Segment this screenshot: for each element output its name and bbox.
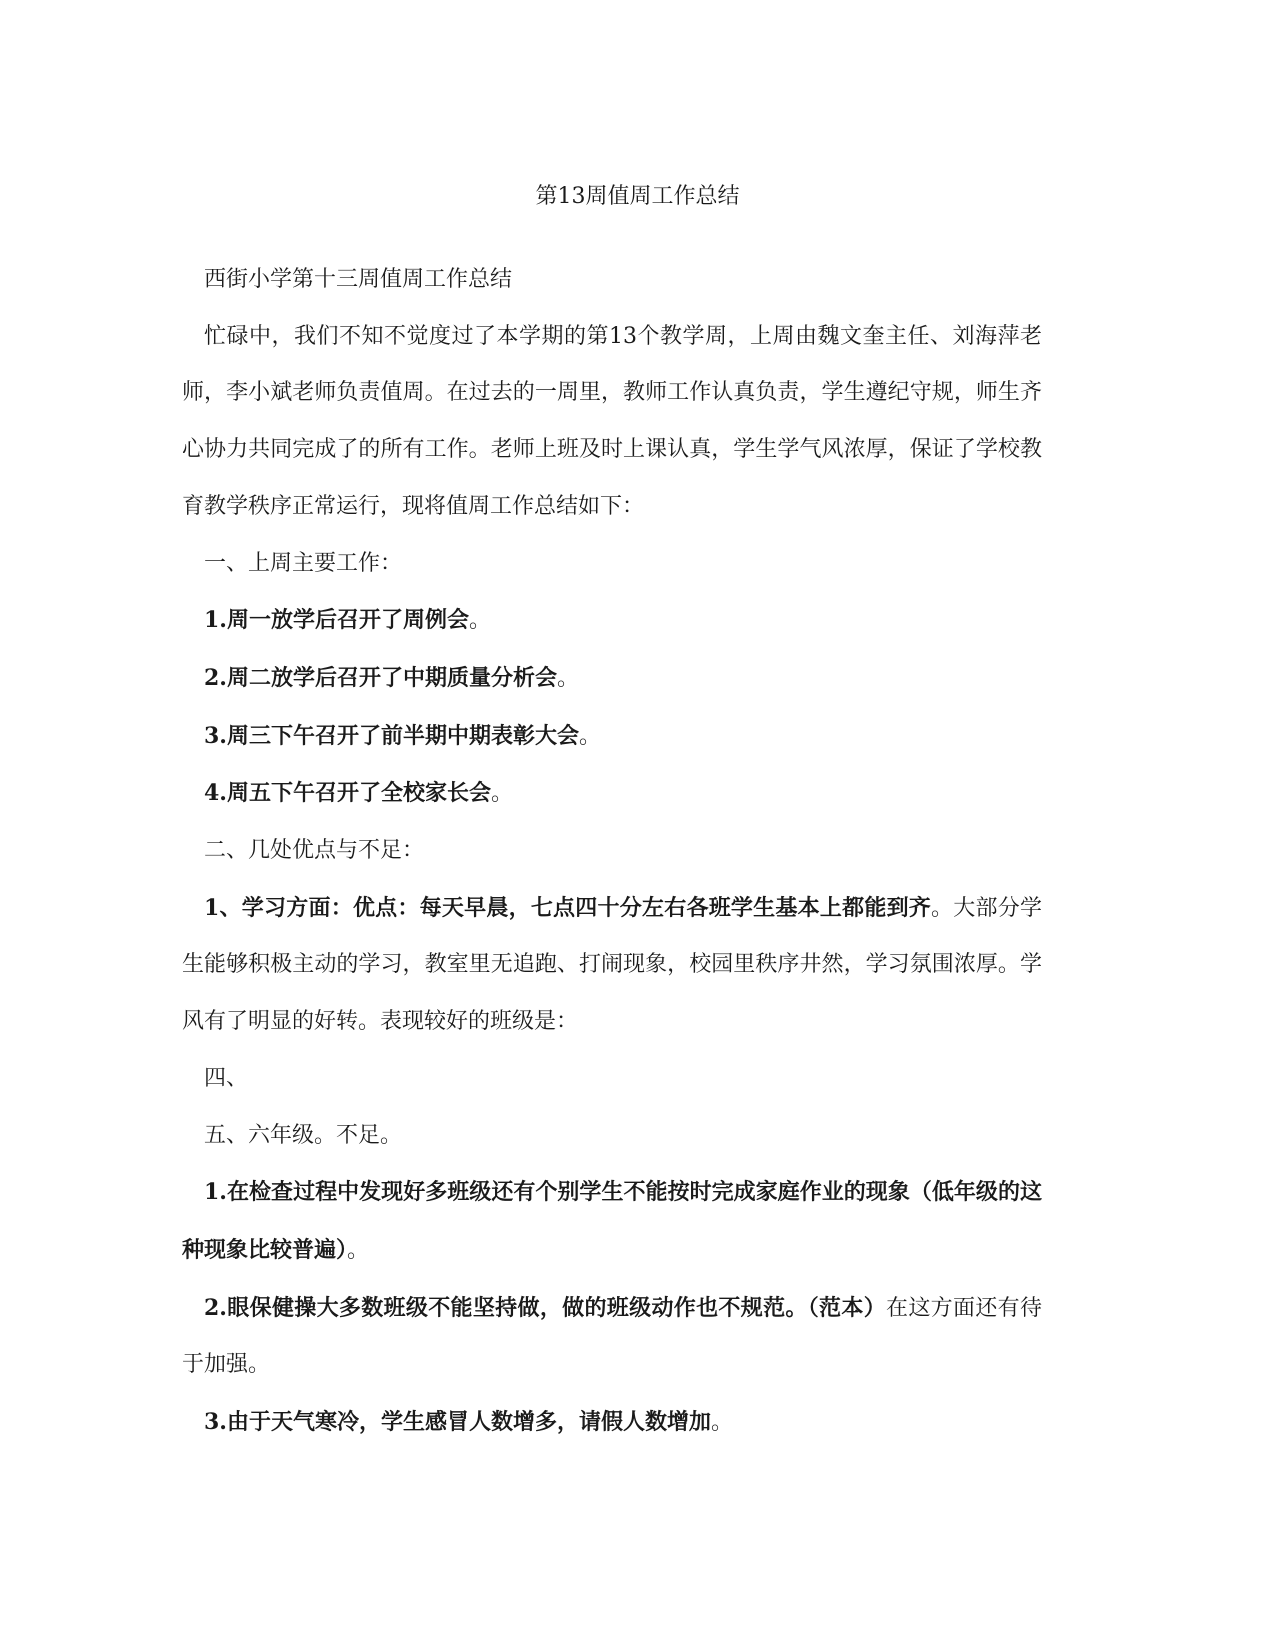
section-heading-main-work: 一、上周主要工作： [204,550,403,576]
paragraph-grade-four: 四、 [204,1065,249,1091]
paragraph-grade-five-six: 五、六年级。不足。 [204,1122,403,1148]
weakness-item-1: 1.在检查过程中发现好多班级还有个别学生不能按时完成家庭作业的现象（低年级的这种现象比较普遍）。 [182,1179,1042,1263]
paragraph-study-aspect: 1、学习方面：优点：每天早晨，七点四十分左右各班学生基本上都能到齐。大部分学生能够积极主动的学习，教室里无追跑、打闹现象，校园里秩序井然，学习氛围浓厚。学风有了明显的好转。表现较好的班级是： [182,894,1042,1035]
document-title: 第13周值周工作总结 [535,184,740,209]
work-item-1: 1.周一放学后召开了周例会。 [204,607,491,634]
section-heading-strengths-weaknesses: 二、几处优点与不足： [204,838,425,864]
weakness-item-3: 3.由于天气寒冷，学生感冒人数增多，请假人数增加。 [204,1409,733,1436]
work-item-4: 4.周五下午召开了全校家长会。 [204,780,513,807]
weakness-item-2: 2.眼保健操大多数班级不能坚持做，做的班级动作也不规范。（范本）在这方面还有待于加强。 [182,1294,1042,1378]
work-item-3: 3.周三下午召开了前半期中期表彰大会。 [204,722,601,749]
paragraph-intro: 忙碌中，我们不知不觉度过了本学期的第13个教学周，上周由魏文奎主任、刘海萍老师，李小斌老师负责值周。在过去的一周里，教师工作认真负责，学生遵纪守规，师生齐心协力共同完成了的所有工作。老师上班及时上课认真，学生学气风浓厚，保证了学校教育教学秩序正常运行，现将值周工作总结如下： [182,323,1042,519]
paragraph-school-heading: 西街小学第十三周值周工作总结 [204,267,513,292]
work-item-2: 2.周二放学后召开了中期质量分析会。 [204,664,579,691]
document-body [182,252,1042,1452]
